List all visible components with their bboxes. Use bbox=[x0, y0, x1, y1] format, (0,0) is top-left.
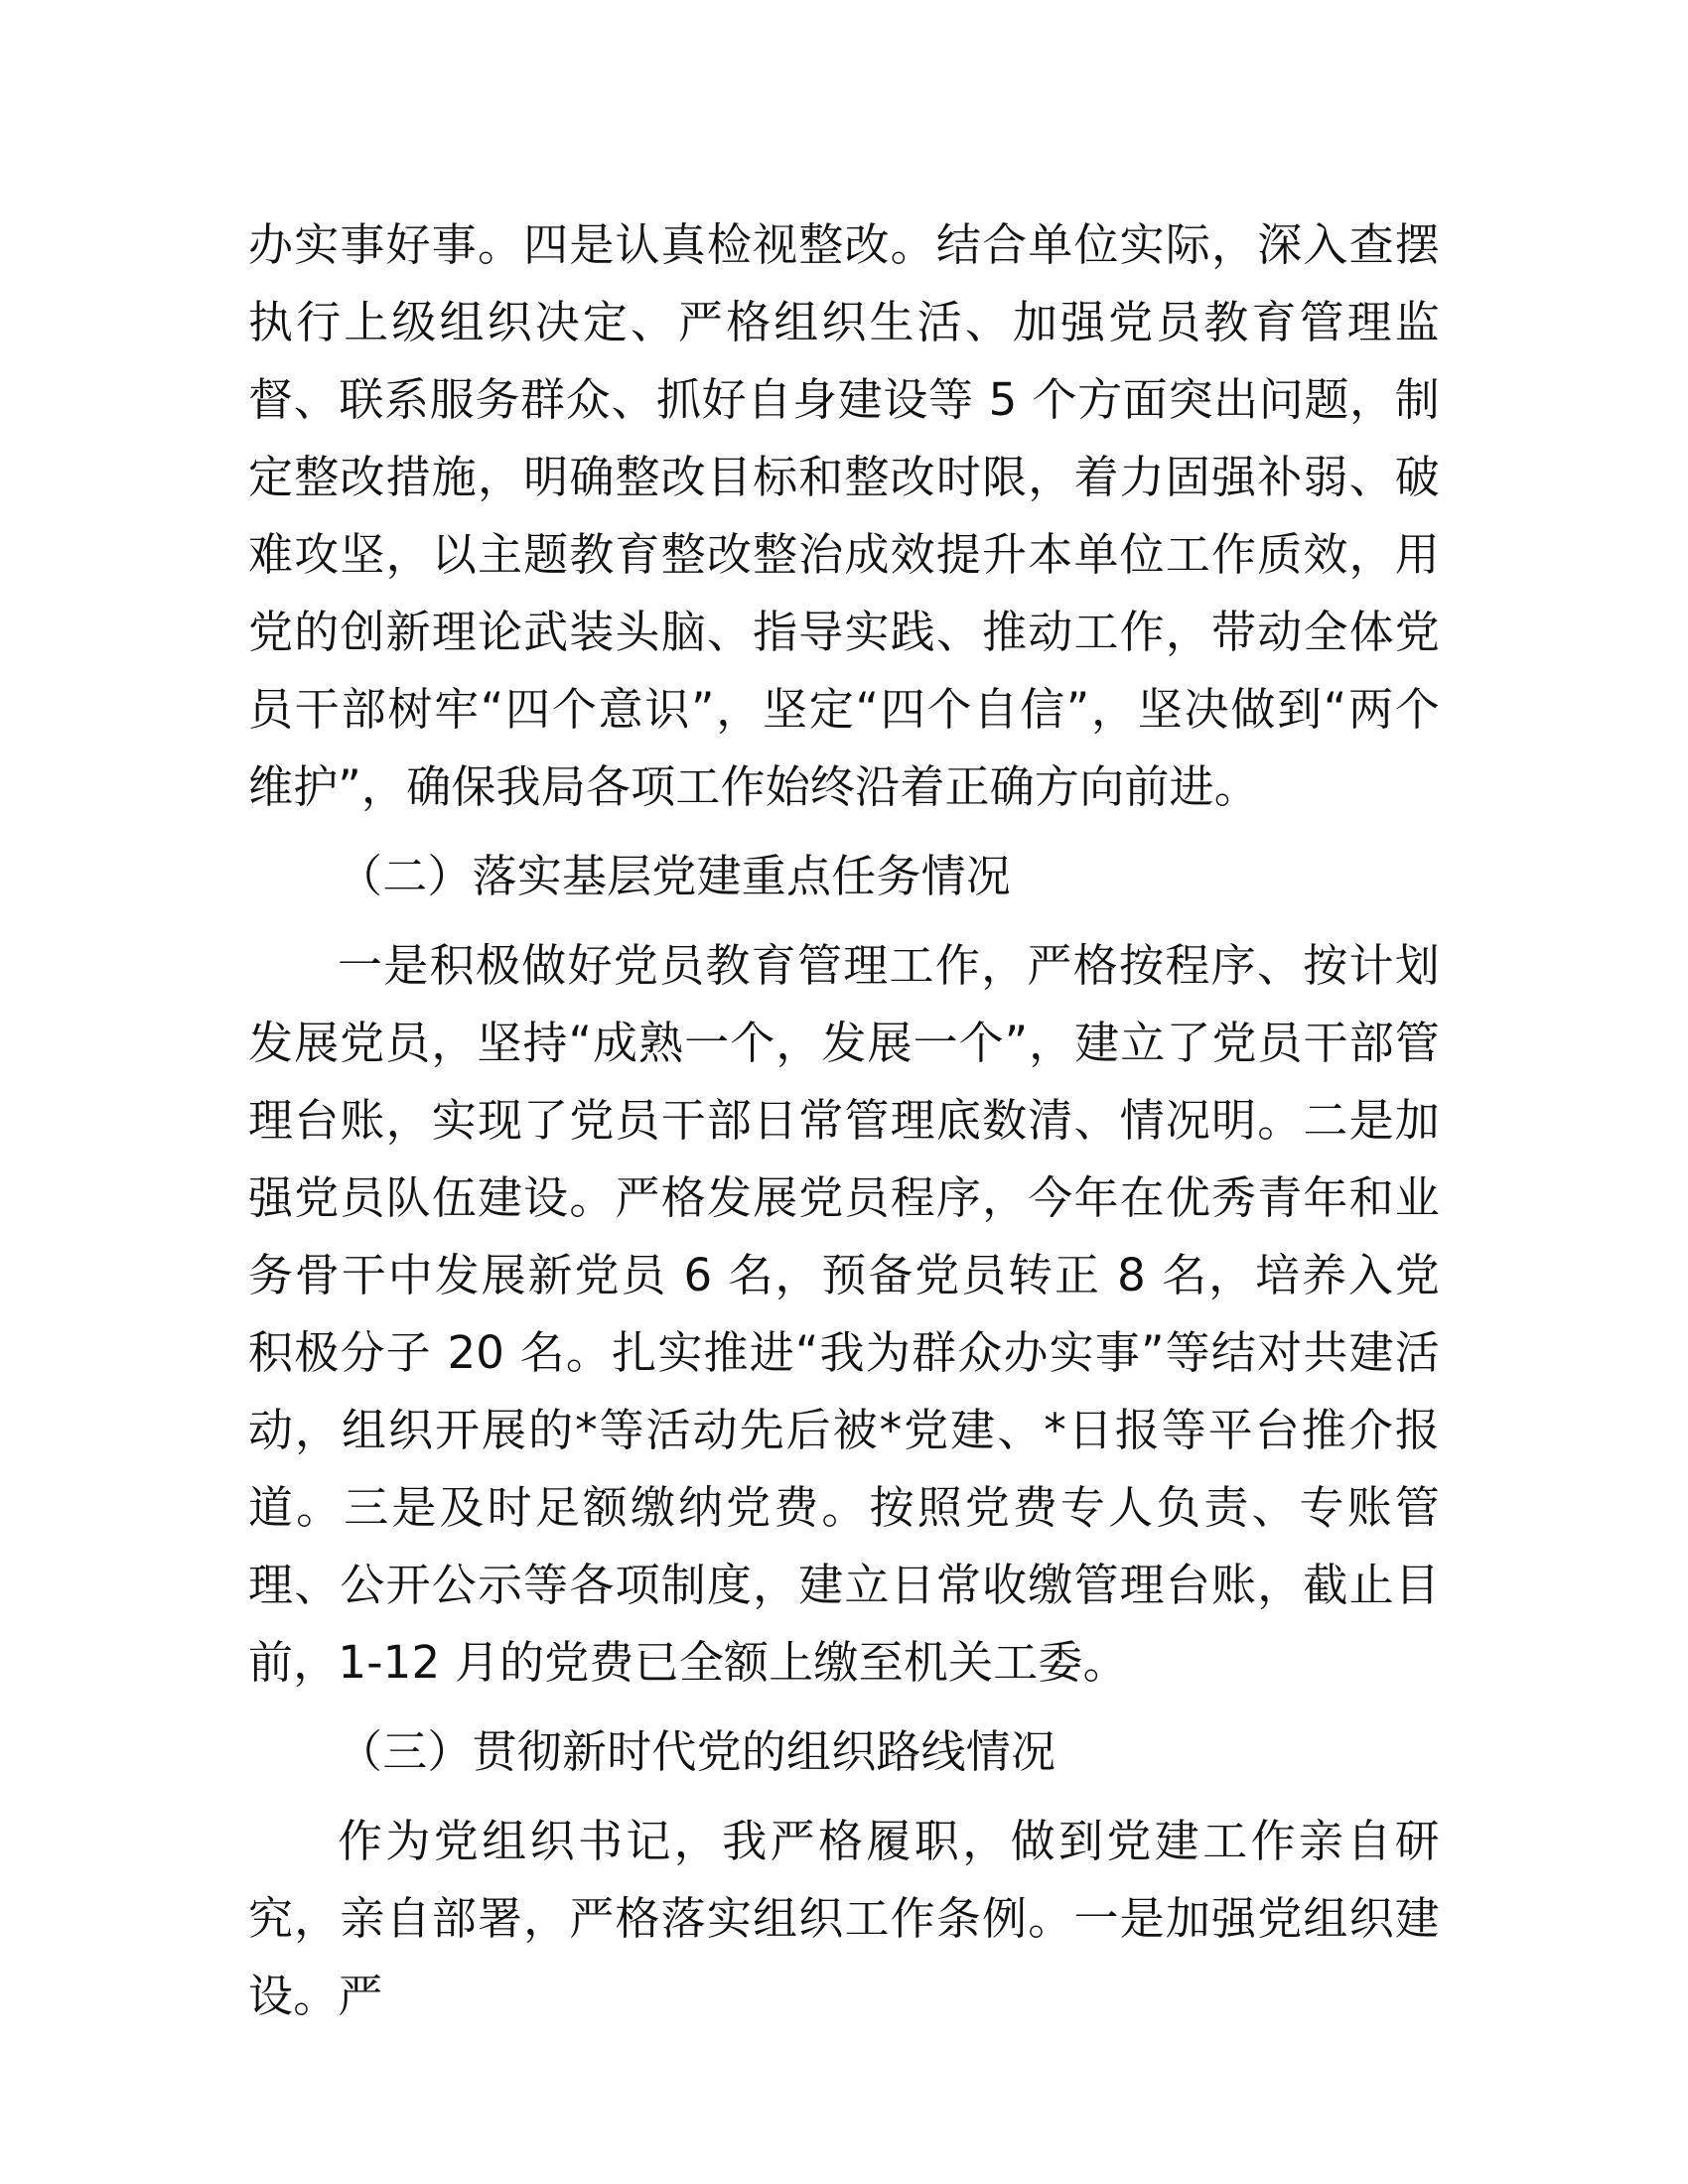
section-heading-grassroots-tasks: （二）落实基层党建重点任务情况 bbox=[338, 850, 1012, 902]
section-heading-organization-line: （三）贯彻新时代党的组织路线情况 bbox=[338, 1725, 1056, 1778]
paragraph-secretary-duties: 作为党组织书记，我严格履职，做到党建工作亲自研究，亲自部署，严格落实组织工作条例。一是加强党组织建设。严 bbox=[248, 1815, 1440, 2022]
document-body bbox=[248, 206, 1440, 2035]
paragraph-party-member-management: 一是积极做好党员教育管理工作，严格按程序、按计划发展党员，坚持“成熟一个，发展一个”，建立了党员干部管理台账，实现了党员干部日常管理底数清、情况明。二是加强党员队伍建设。严格发展党员程序，今年在优秀青年和业务骨干中发展新党员 6 名，预备党员转正 8 名，培养入党积极分子 20 名。扎实推进“我为群众办实事”等结对共建活动，组织开展的*等活动先后被*党建、*日报等平台推介报道。三是及时足额缴纳党费。按照党费专人负责、专账管理、公开公示等各项制度，建立日常收缴管理台账，截止目前，1-12 月的党费已全额上缴至机关工委。 bbox=[248, 939, 1440, 1689]
paragraph-self-inspection: 办实事好事。四是认真检视整改。结合单位实际，深入查摆执行上级组织决定、严格组织生活、加强党员教育管理监督、联系服务群众、抓好自身建设等 5 个方面突出问题，制定整改措施，明确整改目标和整改时限，着力固强补弱、破难攻坚，以主题教育整改整治成效提升本单位工作质效，用党的创新理论武装头脑、指导实践、推动工作，带动全体党员干部树牢“四个意识”，坚定“四个自信”，坚决做到“两个维护”，确保我局各项工作始终沿着正确方向前进。 bbox=[248, 218, 1440, 813]
